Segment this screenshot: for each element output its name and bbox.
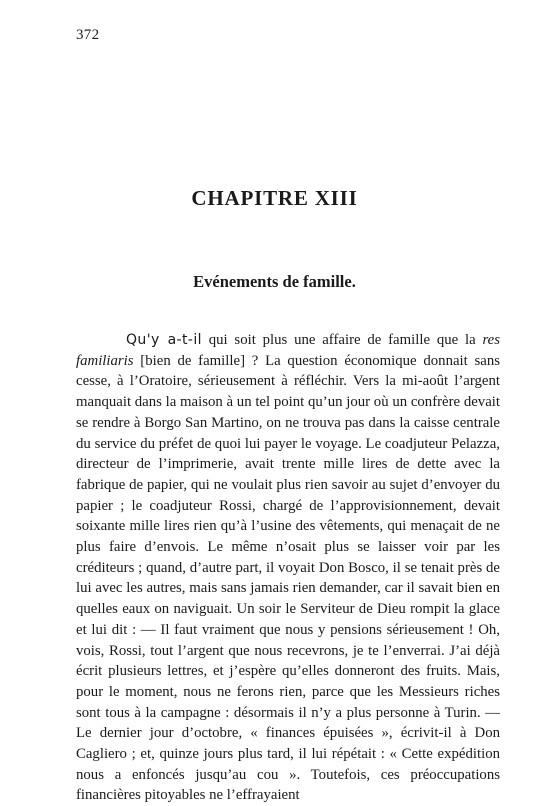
paragraph-text-2: [bien de famille] ? La question économique donnait sans cesse, à l’Oratoire, sérieusement à réfléchir. Vers la mi-août l’argent manquait dans la maison à un tel point qu’un jour où un confrère devait se rendre à Borgo San Martino, on ne trouva pas dans la caisse centrale du service du préfet de quoi lui payer le voyage. Le coadjuteur Pelazza, directeur de l’imprimerie, avait trente mille lires de dette avec la fabrique de papier, qui ne voulait plus rien savoir au sujet d’envoyer du papier ; le coadjuteur Rossi, chargé de l’approvisionnement, devait soixante mille lires rien qu’à l’usine des vêtements, qui menaçait de ne plus faire d’envois. Le même n’osait plus se laisser voir par les créditeurs ; quand, d’autre part, il voyait Don Bosco, il se tenait près de lui avec les autres, mais sans jamais rien demander, car il savait bien en quelles eaux on naviguait. Un soir le Serviteur de Dieu rompit la glace et lui dit : — Il faut vraiment que nous y pensions sérieusement ! Oh, vois, Rossi, tout l’argent que nous recevrons, je te l’enverrai. J’ai déjà écrit plusieurs lettres, et j’espère qu’elles donneront des fruits. Mais, pour le moment, nous ne ferons rien, parce que les Messieurs riches sont tous à la campagne : désormais il n’y a plus personne à Turin. — Le dernier jour d’octobre, « finances épuisées », écrivit-il à Don Cagliero ; et, quinze jours plus tard, il lui répétait : « Cette expédition nous a enfoncés jusqu’au cou ». Toutefois, ces préoccupations financières pitoyables ne l’effrayaient [76,352,500,804]
section-title: Evénements de famille. [193,272,356,291]
latin-term: res familiaris [76,332,501,369]
paragraph-opening: Qu'y a-t-il [126,332,202,348]
chapter-title: CHAPITRE XIII [191,186,358,210]
paragraph-text-1: qui soit plus une affaire de famille que la [201,332,483,348]
body-paragraph [76,330,500,806]
page-number: 372 [76,27,100,43]
